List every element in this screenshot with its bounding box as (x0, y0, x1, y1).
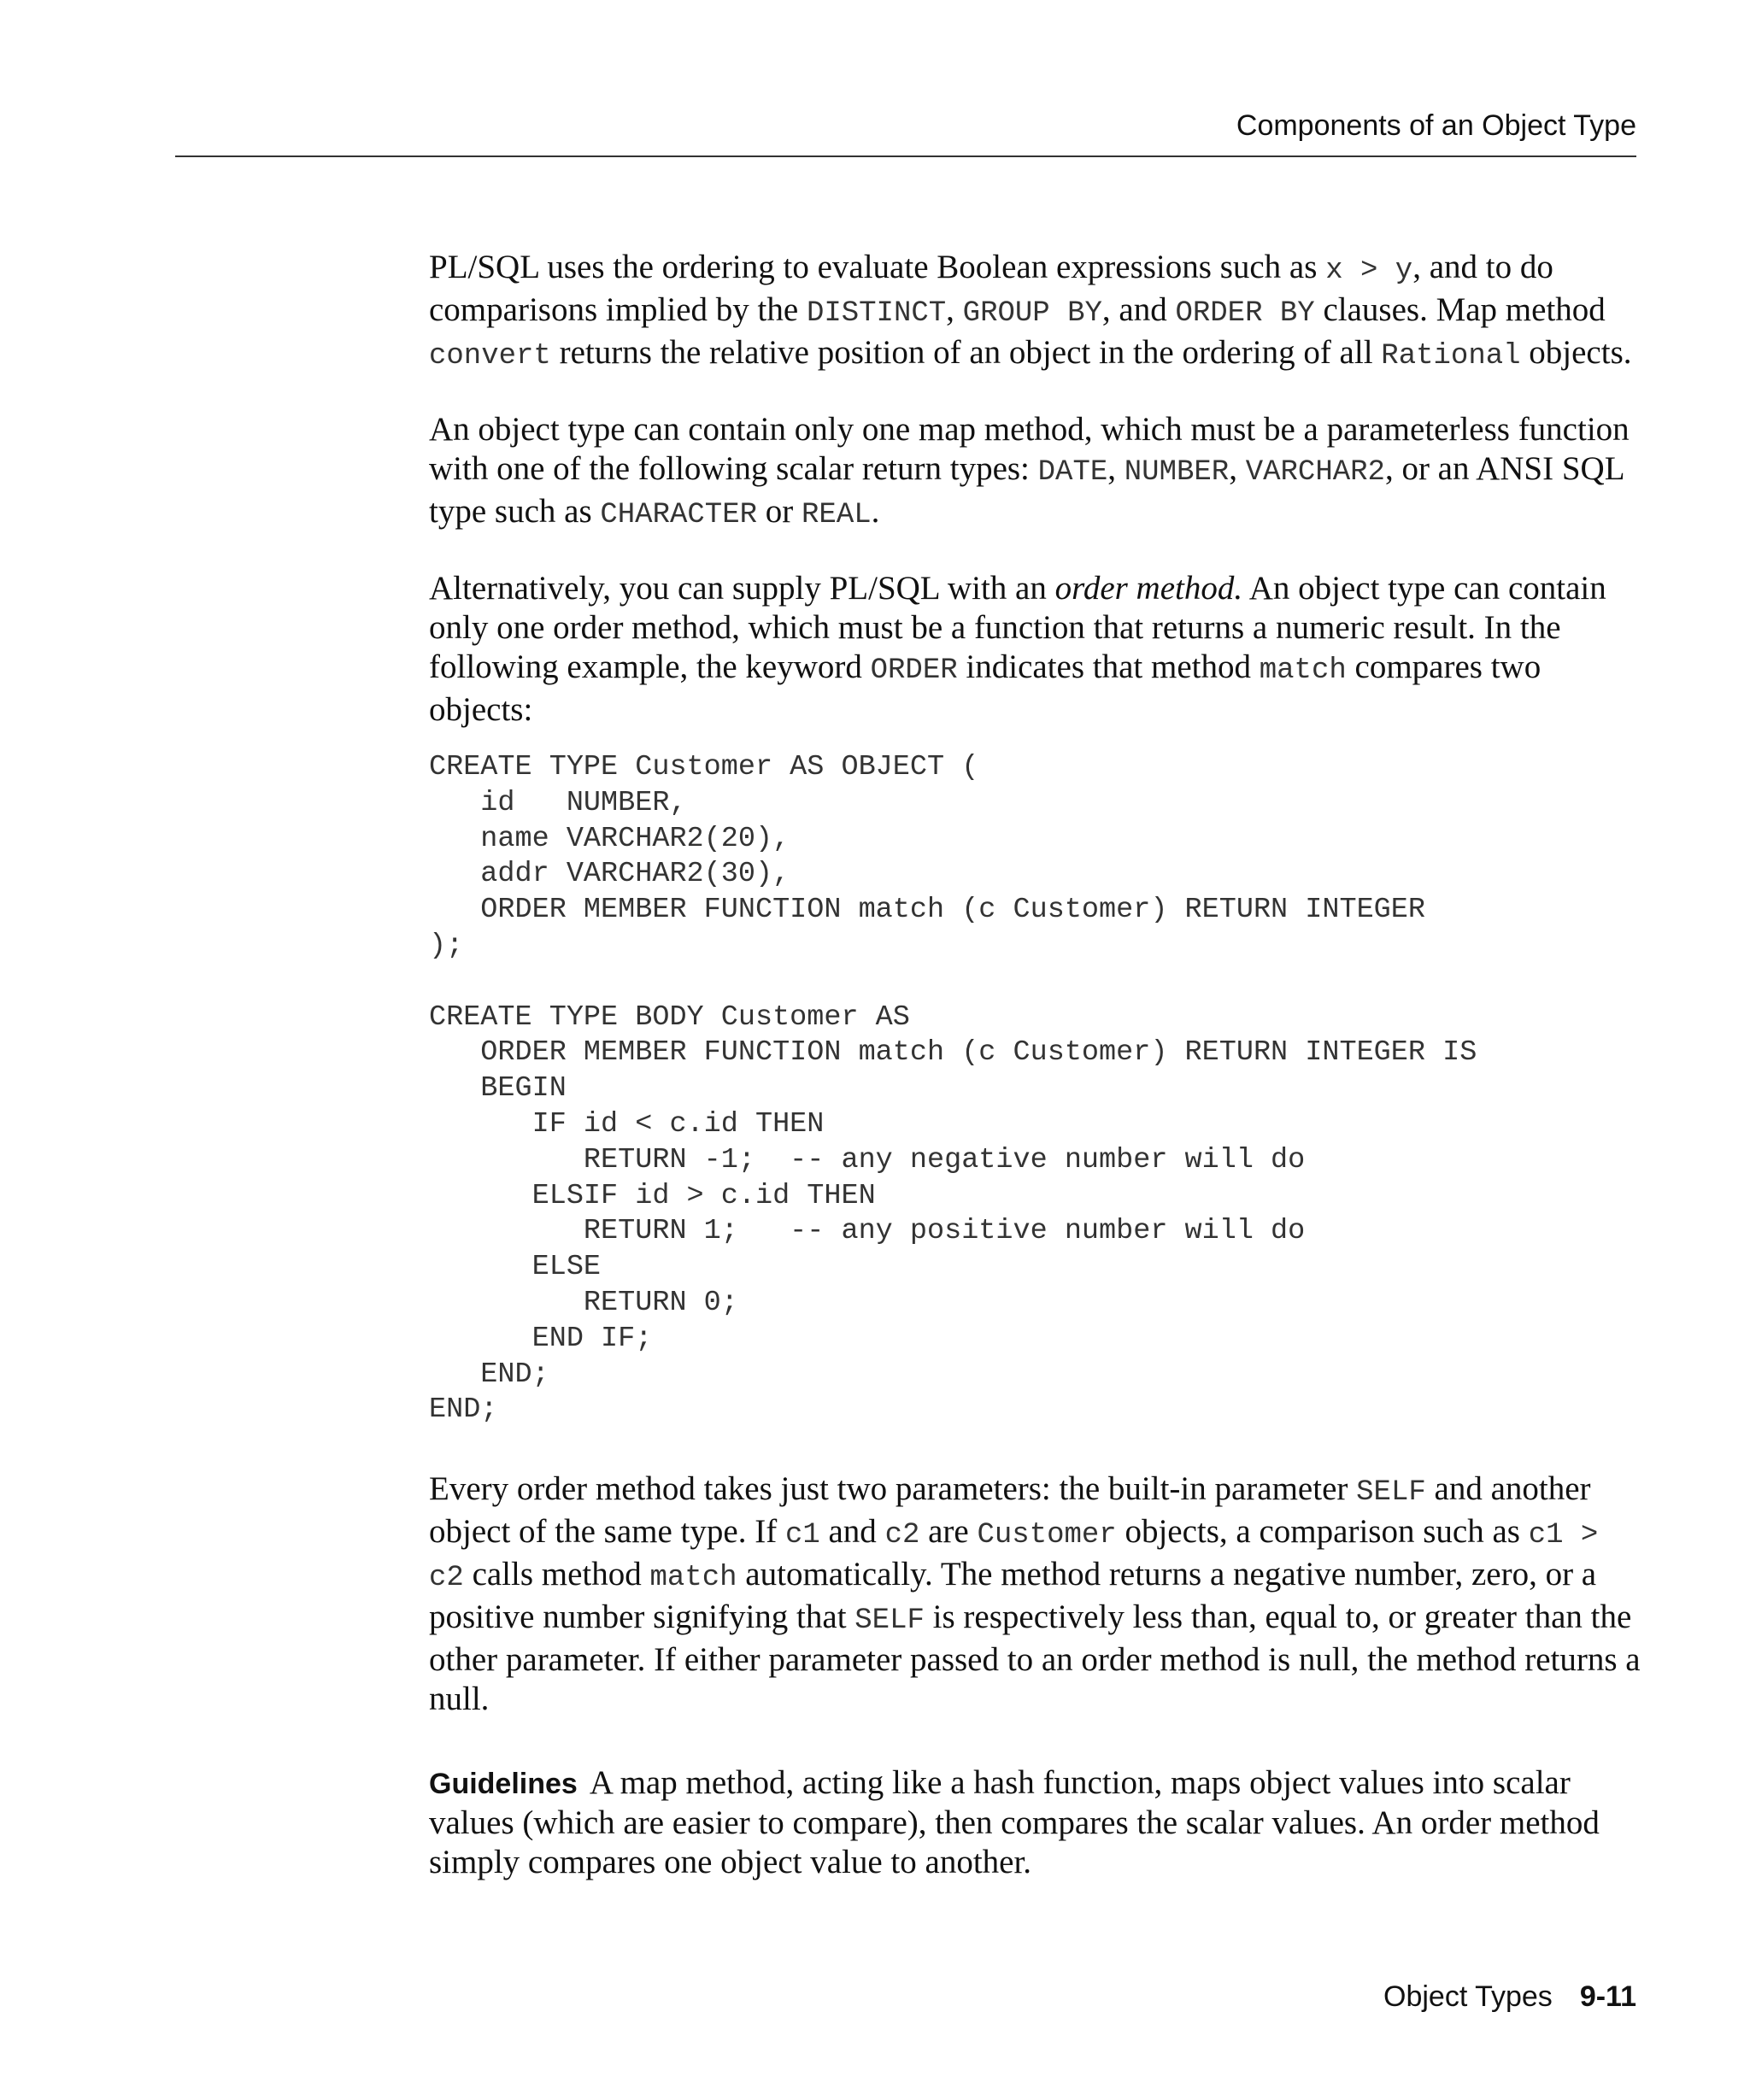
running-header-title: Components of an Object Type (1236, 109, 1636, 142)
text-span: , (1229, 450, 1246, 487)
text-span: Alternatively, you can supply PL/SQL with an (429, 570, 1055, 607)
inline-code: NUMBER (1124, 456, 1230, 489)
paragraph-parameters (429, 1469, 1642, 1719)
text-span: PL/SQL uses the ordering to evaluate Boolean expressions such as (429, 249, 1326, 285)
text-span: is respectively less than, equal to, or greater than the other parameter. If either parameter passed to an order method is null, the method returns a null. (429, 1598, 1641, 1718)
text-span: returns the relative position of an object in the ordering of all (550, 334, 1382, 371)
text-span: automatically. The method returns a negative number, zero, or a positive number signifying that (429, 1556, 1597, 1636)
inline-code: match (649, 1562, 737, 1595)
text-span: An object type can contain only one map method, which must be a parameterless function with one of the following scalar return types: (429, 411, 1630, 487)
text-span: indicates that method (957, 648, 1260, 685)
guidelines-heading: Guidelines (429, 1768, 578, 1801)
text-span: or (757, 493, 802, 530)
emphasis-term: order method. (1054, 570, 1243, 607)
text-span: A map method, acting like a hash function, maps object values into scalar values (which are easier to compare), then compares the scalar values. An order method simply compares one object value to another. (429, 1764, 1600, 1881)
paragraph-map-method (429, 410, 1642, 535)
text-span: , or an ANSI SQL type such as (429, 450, 1624, 530)
inline-code: CHARACTER (600, 499, 758, 531)
inline-code: REAL (802, 499, 872, 531)
inline-code: ORDER (870, 654, 958, 687)
page-number: 9-11 (1579, 1980, 1636, 2013)
inline-code: match (1259, 654, 1347, 687)
inline-code: convert (429, 340, 551, 372)
text-span: and another object of the same type. If (429, 1470, 1591, 1551)
inline-code: c1 (784, 1519, 820, 1552)
paragraph-guidelines (429, 1763, 1642, 1882)
inline-code: Rational (1381, 340, 1521, 372)
text-span: , (1107, 450, 1125, 487)
inline-code: GROUP BY (962, 297, 1102, 330)
paragraph-ordering (429, 248, 1642, 376)
inline-code: c2 (884, 1519, 920, 1552)
text-span: calls method (463, 1556, 650, 1593)
text-span: and (819, 1513, 885, 1551)
text-span: are (919, 1513, 978, 1551)
inline-code: SELF (854, 1604, 925, 1638)
footer-chapter-title: Object Types (1383, 1980, 1553, 2013)
page-header (175, 101, 1636, 157)
text-span: . (871, 493, 880, 530)
inline-code: DISTINCT (806, 297, 947, 330)
text-span: clauses. Map method (1314, 291, 1606, 328)
text-span: , (946, 291, 963, 328)
paragraph-order-method (429, 569, 1642, 730)
text-span: , and to do comparisons implied by the (429, 249, 1553, 328)
text-span: , and (1101, 291, 1176, 328)
inline-code: SELF (1356, 1476, 1426, 1510)
inline-code: x > y (1325, 255, 1413, 287)
inline-code: VARCHAR2 (1245, 456, 1385, 489)
main-content (429, 248, 1642, 1916)
text-span: compares two objects: (429, 648, 1542, 728)
inline-code: ORDER BY (1175, 297, 1315, 330)
text-span: An object type can contain only one order method, which must be a function that returns a numeric result. In the following example, the keyword (429, 570, 1606, 685)
code-example: CREATE TYPE Customer AS OBJECT ( id NUMBER, name VARCHAR2(20), addr VARCHAR2(30), ORDER MEMBER FUNCTION match (c Customer) RETURN INTEGER ); CREATE TYPE BODY Customer AS ORDER MEMBER FUNCTION match (c Customer) RETURN INTEGER IS BEGIN IF id < c.id THEN RETURN -1; -- any negative number will do ELSIF id > c.id THEN RETURN 1; -- any positive number will do ELSE RETURN 0; END IF; END; END; (429, 751, 1477, 1427)
text-span: Every order method takes just two parameters: the built-in parameter (429, 1470, 1357, 1508)
inline-code: c1 > c2 (429, 1519, 1599, 1595)
inline-code: Customer (977, 1519, 1117, 1552)
text-span: objects, a comparison such as (1116, 1513, 1529, 1551)
text-span: objects. (1520, 334, 1632, 371)
page-footer (1383, 1980, 1636, 2014)
inline-code: DATE (1037, 456, 1108, 489)
